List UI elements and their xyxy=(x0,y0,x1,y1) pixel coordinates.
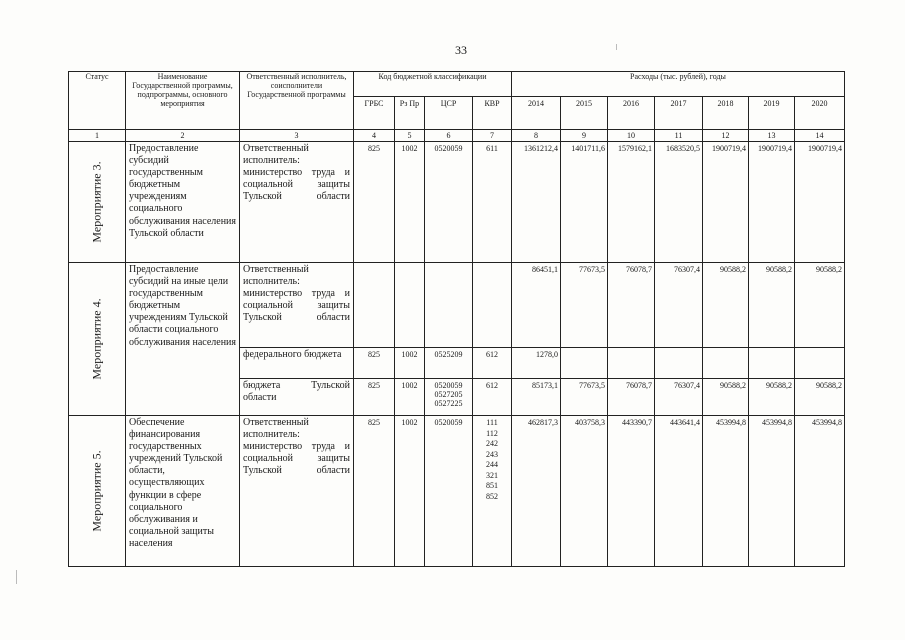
header-status: Статус xyxy=(69,72,126,130)
column-number: 8 xyxy=(512,130,561,142)
amount-cell: 86451,1 xyxy=(512,263,561,348)
header-expenses: Расходы (тыс. рублей), годы xyxy=(512,72,845,97)
csr-code: 0520059 xyxy=(425,416,473,567)
csr-code: 0520059 0527205 0527225 xyxy=(425,379,473,416)
amount-cell: 77673,5 xyxy=(561,379,608,416)
amount-cell xyxy=(655,348,703,379)
amount-cell xyxy=(703,348,749,379)
amount-cell xyxy=(608,348,655,379)
amount-cell: 90588,2 xyxy=(795,263,845,348)
table-row xyxy=(69,263,845,348)
amount-cell: 90588,2 xyxy=(795,379,845,416)
table-row xyxy=(69,416,845,567)
amount-cell: 90588,2 xyxy=(749,379,795,416)
column-number: 3 xyxy=(240,130,354,142)
activity-name: Обеспечение финансирования государственных учреждений Тульской области, осуществляющих функции в сфере социального обслуживания и социальной защиты населения xyxy=(126,416,240,567)
header-rzpr: Рз Пр xyxy=(395,97,425,130)
header-kvr: КВР xyxy=(473,97,512,130)
rzpr-code: 1002 xyxy=(395,416,425,567)
amount-cell: 1900719,4 xyxy=(703,142,749,263)
header-budget-code: Код бюджетной классификации xyxy=(354,72,512,97)
rzpr-code xyxy=(395,263,425,348)
amount-cell: 76078,7 xyxy=(608,379,655,416)
amount-cell: 1401711,6 xyxy=(561,142,608,263)
grbs-code: 825 xyxy=(354,416,395,567)
amount-cell: 85173,1 xyxy=(512,379,561,416)
status-cell xyxy=(69,142,126,263)
header-responsible: Ответственный исполнитель, соисполнители Государственной программы xyxy=(240,72,354,130)
column-number: 12 xyxy=(703,130,749,142)
column-number: 4 xyxy=(354,130,395,142)
amount-cell: 1579162,1 xyxy=(608,142,655,263)
header-year: 2019 xyxy=(749,97,795,130)
amount-cell: 90588,2 xyxy=(703,263,749,348)
column-number: 14 xyxy=(795,130,845,142)
column-number: 9 xyxy=(561,130,608,142)
header-year: 2017 xyxy=(655,97,703,130)
amount-cell: 76307,4 xyxy=(655,263,703,348)
amount-cell: 90588,2 xyxy=(749,263,795,348)
grbs-code: 825 xyxy=(354,379,395,416)
amount-cell: 1683520,5 xyxy=(655,142,703,263)
activity-name: Предоставление субсидий на иные цели государственным бюджетным учреждениям Тульской области социального обслуживания населения xyxy=(126,263,240,416)
grbs-code: 825 xyxy=(354,142,395,263)
amount-cell: 453994,8 xyxy=(795,416,845,567)
amount-cell: 443641,4 xyxy=(655,416,703,567)
csr-code: 0520059 xyxy=(425,142,473,263)
column-number: 1 xyxy=(69,130,126,142)
responsible-executor: Ответственный исполнитель: министерство труда и социальной защиты Тульской области xyxy=(240,263,354,348)
responsible-executor: Ответственный исполнитель: министерство труда и социальной защиты Тульской области xyxy=(240,142,354,263)
status-label: Мероприятие 4. xyxy=(89,298,104,380)
scan-speck xyxy=(16,570,17,584)
amount-cell: 462817,3 xyxy=(512,416,561,567)
grbs-code: 825 xyxy=(354,348,395,379)
column-number: 6 xyxy=(425,130,473,142)
amount-cell: 453994,8 xyxy=(749,416,795,567)
responsible-executor: Ответственный исполнитель: министерство труда и социальной защиты Тульской области xyxy=(240,416,354,567)
grbs-code xyxy=(354,263,395,348)
header-year: 2020 xyxy=(795,97,845,130)
rzpr-code: 1002 xyxy=(395,379,425,416)
kvr-code xyxy=(473,263,512,348)
csr-code xyxy=(425,263,473,348)
scan-speck xyxy=(616,44,617,50)
table-row xyxy=(69,142,845,263)
column-number: 13 xyxy=(749,130,795,142)
funding-source: бюджета Тульской области xyxy=(240,379,354,416)
amount-cell: 77673,5 xyxy=(561,263,608,348)
budget-table xyxy=(68,71,845,567)
kvr-code: 111 112 242 243 244 321 851 852 xyxy=(473,416,512,567)
header-year: 2014 xyxy=(512,97,561,130)
amount-cell xyxy=(795,348,845,379)
header-year: 2018 xyxy=(703,97,749,130)
amount-cell: 1361212,4 xyxy=(512,142,561,263)
funding-source: федерального бюджета xyxy=(240,348,354,379)
amount-cell: 1900719,4 xyxy=(795,142,845,263)
kvr-code: 612 xyxy=(473,379,512,416)
amount-cell: 1900719,4 xyxy=(749,142,795,263)
amount-cell xyxy=(749,348,795,379)
page-number: 33 xyxy=(455,43,467,57)
kvr-code: 612 xyxy=(473,348,512,379)
amount-cell: 453994,8 xyxy=(703,416,749,567)
amount-cell: 443390,7 xyxy=(608,416,655,567)
header-year: 2015 xyxy=(561,97,608,130)
column-number: 5 xyxy=(395,130,425,142)
amount-cell: 90588,2 xyxy=(703,379,749,416)
status-cell xyxy=(69,416,126,567)
header-csr: ЦСР xyxy=(425,97,473,130)
rzpr-code: 1002 xyxy=(395,142,425,263)
header-year: 2016 xyxy=(608,97,655,130)
status-cell xyxy=(69,263,126,416)
status-label: Мероприятие 3. xyxy=(89,161,104,243)
amount-cell: 76307,4 xyxy=(655,379,703,416)
amount-cell: 403758,3 xyxy=(561,416,608,567)
header-grbs: ГРБС xyxy=(354,97,395,130)
header-name: Наименование Государственной программы, подпрограммы, основного мероприятия xyxy=(126,72,240,130)
column-number: 11 xyxy=(655,130,703,142)
column-number: 10 xyxy=(608,130,655,142)
amount-cell: 76078,7 xyxy=(608,263,655,348)
rzpr-code: 1002 xyxy=(395,348,425,379)
amount-cell xyxy=(561,348,608,379)
activity-name: Предоставление субсидий государственным бюджетным учреждениям социального обслуживания населения Тульской области xyxy=(126,142,240,263)
kvr-code: 611 xyxy=(473,142,512,263)
csr-code: 0525209 xyxy=(425,348,473,379)
column-number: 2 xyxy=(126,130,240,142)
column-number: 7 xyxy=(473,130,512,142)
status-label: Мероприятие 5. xyxy=(89,450,104,532)
amount-cell: 1278,0 xyxy=(512,348,561,379)
